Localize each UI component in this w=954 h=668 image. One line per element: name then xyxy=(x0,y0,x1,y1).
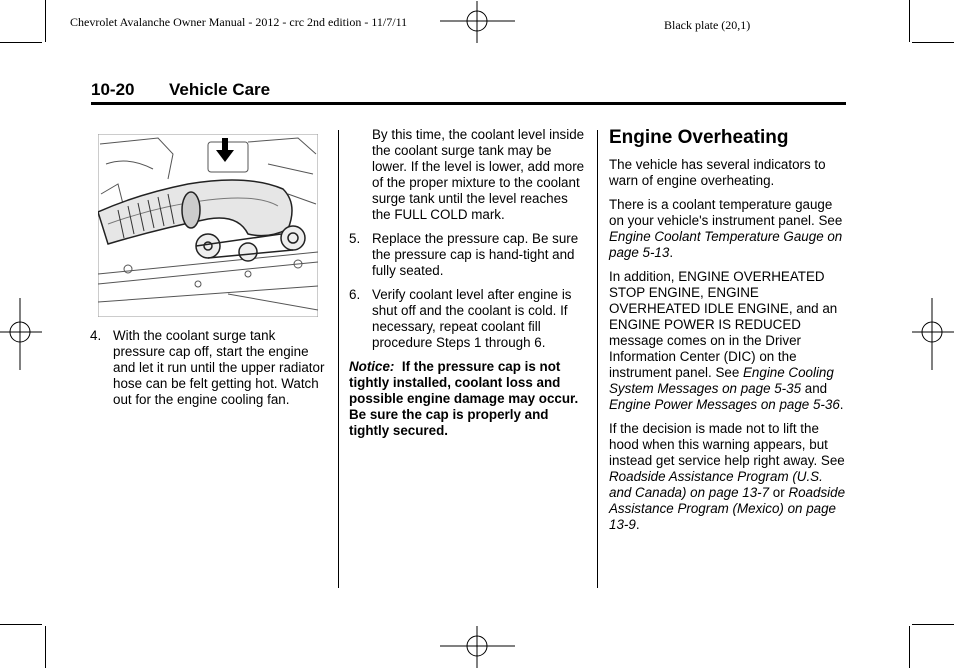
column-1 xyxy=(90,328,325,416)
text: . xyxy=(635,517,640,532)
column-2 xyxy=(349,127,589,447)
crop-mark xyxy=(909,626,910,668)
registration-mark-left xyxy=(0,298,42,370)
column-divider xyxy=(597,130,598,588)
crop-mark xyxy=(912,42,954,43)
registration-mark-right xyxy=(912,298,954,370)
cross-reference-link[interactable]: Engine Coolant Temperature Gauge on page 5‑13 xyxy=(609,229,843,260)
crop-mark xyxy=(0,624,42,625)
intro-paragraph: By this time, the coolant level inside the coolant surge tank may be lower. If the level is lower, add more of the proper mixture to the coolant surge tank until the level reaches the FULL COLD mark. xyxy=(372,127,585,222)
crop-mark xyxy=(0,42,42,43)
text: . xyxy=(839,397,844,412)
paragraph-1: The vehicle has several indicators to warn of engine overheating. xyxy=(609,157,826,188)
notice-paragraph xyxy=(349,359,589,439)
crop-mark xyxy=(45,626,46,668)
step-text: Replace the pressure cap. Be sure the pressure cap is hand-tight and fully seated. xyxy=(372,231,579,278)
title-rule xyxy=(91,102,846,105)
step-number: 5. xyxy=(349,231,361,246)
crop-mark xyxy=(45,0,46,42)
section-heading: Engine Overheating xyxy=(609,127,789,148)
page-number: 10-20 xyxy=(91,80,135,99)
text: In addition, ENGINE OVERHEATED STOP ENGINE, ENGINE OVERHEATED IDLE ENGINE, and an ENGINE POWER IS REDUCED message comes on in the Driver Information Center (DIC) on the instrument panel. See xyxy=(609,269,838,380)
cross-reference-link[interactable]: Engine Cooling System Messages on page 5‑35 xyxy=(609,365,834,396)
step-number: 4. xyxy=(90,328,102,343)
crop-mark xyxy=(909,0,910,42)
column-3 xyxy=(609,127,847,541)
paragraph-2 xyxy=(609,197,847,261)
manual-header: Chevrolet Avalanche Owner Manual - 2012 - crc 2nd edition - 11/7/11 xyxy=(70,15,408,29)
column-divider xyxy=(338,130,339,588)
text: or xyxy=(769,485,789,500)
text: There is a coolant temperature gauge on your vehicle's instrument panel. See xyxy=(609,197,843,228)
text: . xyxy=(669,245,674,260)
cross-reference-link[interactable]: Roadside Assistance Program (U.S. and Canada) on page 13‑7 xyxy=(609,469,823,500)
list-item-step-6 xyxy=(349,287,589,351)
registration-mark-top xyxy=(440,1,515,43)
cross-reference-link[interactable]: Engine Power Messages on page 5‑36 xyxy=(609,397,840,412)
paragraph-4 xyxy=(609,421,847,533)
engine-illustration xyxy=(98,134,318,317)
list-item-step-4 xyxy=(90,328,325,408)
page-title xyxy=(91,80,270,100)
step-number: 6. xyxy=(349,287,361,302)
list-item-step-5 xyxy=(349,231,589,279)
cross-reference-link[interactable]: Roadside Assistance Program (Mexico) on page 13‑9 xyxy=(609,485,846,532)
paragraph-3 xyxy=(609,269,847,413)
text: and xyxy=(801,381,828,396)
section-title: Vehicle Care xyxy=(169,80,271,99)
text: If the decision is made not to lift the hood when this warning appears, but instead get service help right away. See xyxy=(609,421,845,468)
step-text: Verify coolant level after engine is shut off and the coolant is cold. If necessary, repeat coolant fill procedure Steps 1 through 6. xyxy=(372,287,572,350)
notice-label: Notice: xyxy=(349,359,395,374)
registration-mark-bottom xyxy=(440,626,515,668)
plate-label: Black plate (20,1) xyxy=(664,18,751,32)
notice-text: If the pressure cap is not tightly installed, coolant loss and possible engine damage may occur. Be sure the cap is properly and tightly secured. xyxy=(349,359,579,438)
crop-mark xyxy=(912,624,954,625)
step-text: With the coolant surge tank pressure cap off, start the engine and let it run until the upper radiator hose can be felt getting hot. Watch out for the engine cooling fan. xyxy=(113,328,325,407)
